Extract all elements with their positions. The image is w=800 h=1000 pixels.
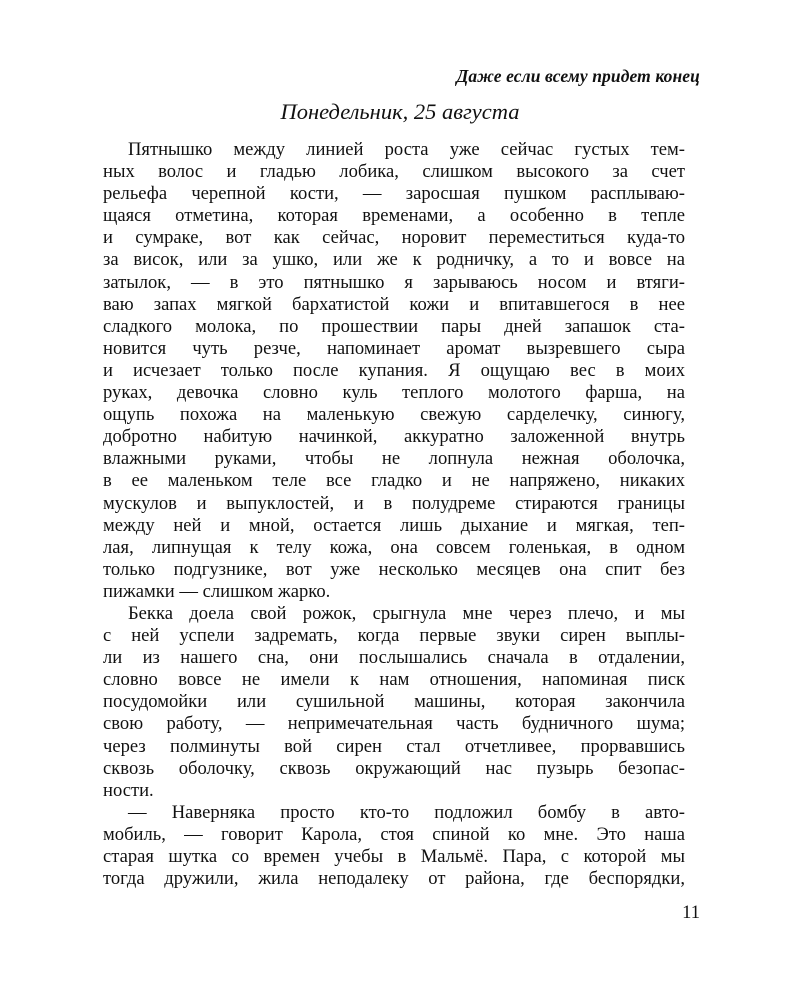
text-line: новится чуть резче, напоминает аромат вызревшего сыра <box>103 337 685 359</box>
text-line: между ней и мной, остается лишь дыхание и мягкая, теп- <box>103 514 685 536</box>
text-line: мускулов и выпуклостей, и в полудреме стираются границы <box>103 492 685 514</box>
text-line: и сумраке, вот как сейчас, норовит переместиться куда-то <box>103 227 685 249</box>
text-line: лая, липнущая к телу кожа, она совсем голенькая, в одном <box>103 536 685 558</box>
page-number: 11 <box>682 903 700 923</box>
text-line: щаяся отметина, которая временами, а особенно в тепле <box>103 205 685 227</box>
text-line: руках, девочка словно куль теплого молотого фарша, на <box>103 382 685 404</box>
text-line: старая шутка со времен учебы в Мальмё. Пара, с которой мы <box>103 846 685 867</box>
text-line: через полминуты вой сирен стал отчетливее, прорвавшись <box>103 735 685 757</box>
text-line: ли из нашего сна, они послышались сначала в отдалении, <box>103 647 685 669</box>
text-line: посудомойки или сушильной машины, которая закончила <box>103 691 685 713</box>
text-line: тогда дружили, жила неподалеку от района, где беспорядки, <box>103 868 685 890</box>
text-line: Бекка доела свой рожок, срыгнула мне через плечо, и мы <box>128 602 685 624</box>
text-line: словно вовсе не имели к нам отношения, напоминая писк <box>103 669 685 691</box>
text-line: ности. <box>103 779 154 801</box>
text-line: в ее маленьком теле все гладко и не напряжено, никаких <box>103 470 685 492</box>
text-line: затылок, — в это пятнышко я зарываюсь носом и втяги- <box>103 271 685 293</box>
text-line: Пятнышко между линией роста уже сейчас густых тем- <box>128 139 685 160</box>
text-line: сквозь оболочку, сквозь окружающий нас пузырь безопас- <box>103 757 685 779</box>
text-line: пижамки — слишком жарко. <box>103 580 331 602</box>
chapter-title: Понедельник, 25 августа <box>280 99 520 124</box>
text-line: и исчезает только после купания. Я ощущаю вес в моих <box>103 359 685 381</box>
text-line: ощупь похожа на маленькую свежую сарделечку, синюгу, <box>103 404 685 426</box>
text-line: с ней успели задремать, когда первые звуки сирен выплы- <box>103 625 685 647</box>
text-line: свою работу, — непримечательная часть будничного шума; <box>103 713 685 735</box>
text-line: влажными руками, чтобы не лопнула нежная оболочка, <box>103 448 685 470</box>
text-line: рельефа черепной кости, — заросшая пушком расплываю- <box>103 183 685 205</box>
text-line: ных волос и гладью лобика, слишком высокого за счет <box>103 161 685 183</box>
text-line: сладкого молока, по прошествии пары дней запашок ста- <box>103 315 685 337</box>
body-text <box>103 139 685 890</box>
running-header: Даже если всему придет конец <box>456 66 700 86</box>
text-line: за висок, или за ушко, или же к родничку, а то и вовсе на <box>103 249 685 271</box>
text-line: только подгузнике, вот уже несколько месяцев она спит без <box>103 558 685 580</box>
text-line: — Наверняка просто кто-то подложил бомбу в авто- <box>128 801 685 823</box>
text-line: ваю запах мягкой бархатистой кожи и впитавшегося в нее <box>103 293 685 315</box>
text-line: мобиль, — говорит Карола, стоя спиной ко мне. Это наша <box>103 823 685 845</box>
text-line: добротно набитую начинкой, аккуратно заложенной внутрь <box>103 426 685 448</box>
